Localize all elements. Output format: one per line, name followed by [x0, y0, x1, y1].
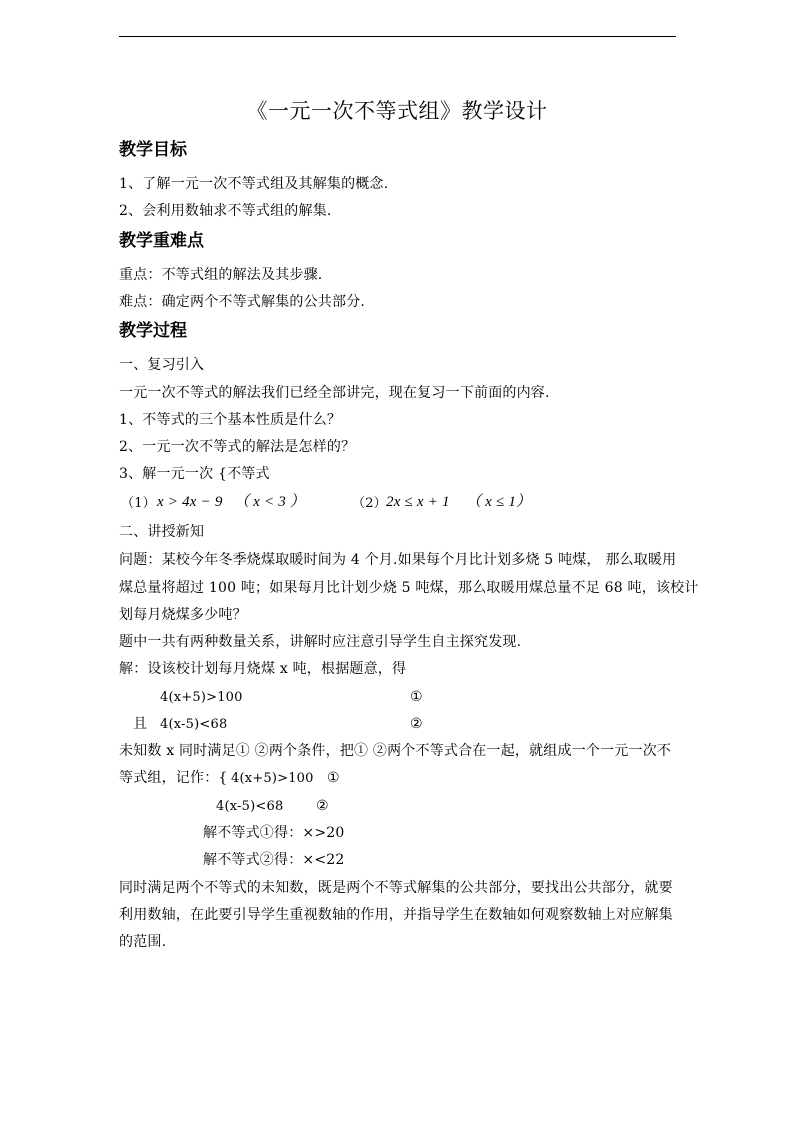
problem-line: 煤总量将超过 100 吨；如果每月比计划少烧 5 吨煤，那么取暖用煤总量不足 68 吨，该校计: [119, 580, 699, 596]
explain-line-prefix: 等式组，记作：{: [119, 770, 228, 786]
solve-step: 解不等式②得：×<22: [203, 852, 345, 868]
part2-title: 二、讲授新知: [119, 524, 205, 540]
system-equation-1-mark: ①: [327, 770, 340, 786]
key-point-item: 重点：不等式组的解法及其步骤.: [119, 267, 323, 283]
review-question: 2、一元一次不等式的解法是怎样的？: [119, 439, 356, 455]
objective-item: 1、了解一元一次不等式组及其解集的概念.: [119, 176, 389, 192]
conclusion-line: 利用数轴，在此要引导学生重视数轴的作用，并指导学生在数轴如何观察数轴上对应解集: [119, 907, 673, 923]
document-title: 《一元一次不等式组》教学设计: [246, 99, 548, 123]
equation-1-mark: ①: [410, 689, 423, 705]
key-points-heading: 教学重难点: [119, 231, 204, 251]
hint-text: 题中一共有两种数量关系，讲解时应注意引导学生自主探究发现.: [119, 634, 522, 650]
intro-text: 一元一次不等式的解法我们已经全部讲完，现在复习一下前面的内容.: [119, 385, 550, 401]
key-point-item: 难点：确定两个不等式解集的公共部分.: [119, 294, 366, 310]
exercise1-answer: （ x < 3 ）: [234, 494, 306, 510]
equation-1: 4(x+5)>100: [160, 690, 243, 705]
header-rule: [119, 36, 676, 37]
objective-item: 2、会利用数轴求不等式组的解集.: [119, 203, 332, 219]
solve-step: 解不等式①得：×>20: [203, 825, 345, 841]
exercise2-answer: （ x ≤ 1）: [466, 494, 532, 510]
conclusion-line: 同时满足两个不等式的未知数，既是两个不等式解集的公共部分，要找出公共部分，就要: [119, 880, 673, 896]
exercise1-label: （1）: [121, 496, 156, 511]
problem-line: 问题：某校今年冬季烧煤取暖时间为 4 个月.如果每个月比计划多烧 5 吨煤， 那么取暖用: [119, 552, 677, 568]
system-equation-2-mark: ②: [316, 798, 329, 814]
part1-title: 一、复习引入: [119, 357, 205, 373]
review-question: 3、解一元一次 {不等式: [119, 466, 270, 482]
exercise1-inequality: x > 4x − 9: [157, 494, 223, 510]
equation-2-mark: ②: [410, 716, 423, 732]
objectives-heading: 教学目标: [119, 140, 187, 160]
system-equation-1: 4(x+5)>100: [231, 771, 314, 786]
process-heading: 教学过程: [119, 321, 187, 341]
problem-line: 划每月烧煤多少吨？: [119, 607, 247, 623]
exercise2-inequality: 2x ≤ x + 1: [386, 494, 450, 510]
conclusion-line: 的范围.: [119, 934, 167, 950]
system-equation-2: 4(x-5)<68: [216, 799, 284, 814]
equation-2: 4(x-5)<68: [160, 717, 228, 732]
exercise2-label: （2）: [352, 496, 387, 511]
review-question: 1、不等式的三个基本性质是什么？: [119, 412, 342, 428]
conjunction: 且: [133, 716, 148, 732]
explain-line: 未知数 x 同时满足① ②两个条件，把① ②两个不等式合在一起，就组成一个一元一次不: [119, 743, 672, 759]
solution-intro: 解：设该校计划每月烧煤 x 吨，根据题意，得: [119, 661, 407, 677]
